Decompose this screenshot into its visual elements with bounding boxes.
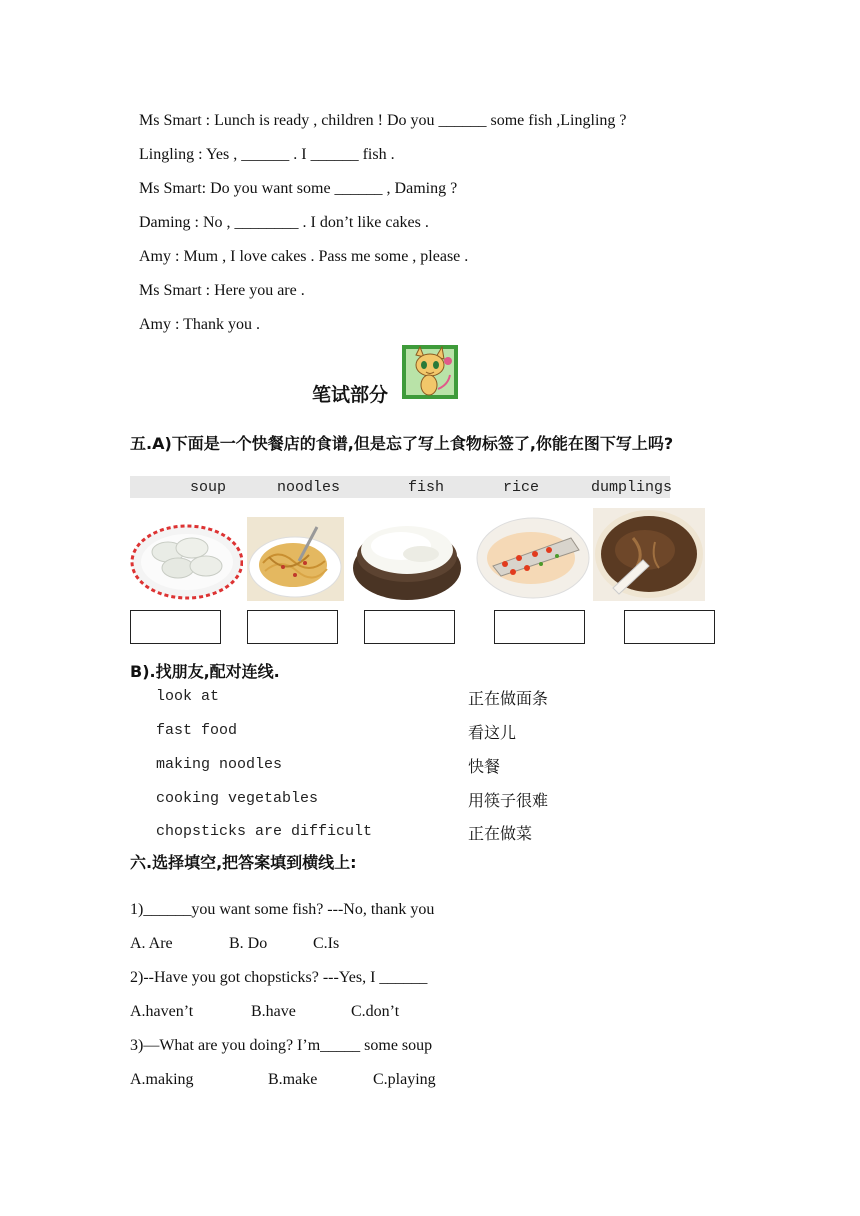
- answer-box[interactable]: [364, 610, 455, 644]
- option-c: C.don’t: [351, 1003, 400, 1020]
- food-image-rice: [351, 508, 463, 601]
- word-bank: [130, 476, 673, 498]
- option-b: B.make: [268, 1071, 318, 1088]
- option-b: B.have: [251, 1003, 296, 1020]
- word-bank-item: noodles: [277, 479, 341, 496]
- food-image-fish: [475, 510, 592, 601]
- option-a: A.making: [130, 1071, 194, 1088]
- answer-box[interactable]: [624, 610, 715, 644]
- match-right-item: 正在做菜: [468, 824, 533, 843]
- option-a: A.haven’t: [130, 1003, 194, 1020]
- written-section-title: 笔试部分: [312, 384, 389, 406]
- answer-box[interactable]: [130, 610, 221, 644]
- word-bank-item: dumplings: [591, 479, 673, 496]
- word-bank-item: soup: [190, 479, 227, 496]
- answer-box[interactable]: [494, 610, 585, 644]
- dialogue-line: Ms Smart : Here you are .: [139, 282, 305, 299]
- food-image-dumplings: [130, 510, 243, 602]
- dialogue-line: Amy : Thank you .: [139, 316, 261, 333]
- option-a: A. Are: [130, 935, 173, 952]
- match-left-item: fast food: [156, 722, 238, 739]
- match-left-item: chopsticks are difficult: [156, 823, 373, 840]
- match-right-item: 快餐: [468, 757, 501, 776]
- option-c: C.Is: [313, 935, 340, 952]
- match-left-item: look at: [156, 688, 220, 705]
- answer-box[interactable]: [247, 610, 338, 644]
- match-right-item: 正在做面条: [468, 689, 549, 708]
- dialogue-line: Amy : Mum , I love cakes . Pass me some , please .: [139, 248, 469, 265]
- word-bank-item: fish: [408, 479, 445, 496]
- section6-title: 六.选择填空,把答案填到横线上:: [130, 853, 357, 872]
- food-image-noodles: [247, 517, 344, 601]
- option-b: B. Do: [229, 935, 268, 952]
- question: 1)______you want some fish? ---No, thank you: [130, 901, 435, 918]
- dialogue-line: Ms Smart: Do you want some ______ , Daming ?: [139, 180, 458, 197]
- option-c: C.playing: [373, 1071, 436, 1088]
- dialogue-line: Daming : No , ________ . I don’t like cakes .: [139, 214, 429, 231]
- match-right-item: 看这儿: [468, 723, 517, 742]
- word-bank-item: rice: [503, 479, 540, 496]
- section5-title: 五.A)下面是一个快餐店的食谱,但是忘了写上食物标签了,你能在图下写上吗?: [130, 434, 674, 453]
- cat-cartoon-icon: [402, 345, 458, 399]
- dialogue-line: Ms Smart : Lunch is ready , children ! Do you ______ some fish ,Lingling ?: [139, 112, 627, 129]
- dialogue-line: Lingling : Yes , ______ . I ______ fish .: [139, 146, 395, 163]
- match-left-item: making noodles: [156, 756, 283, 773]
- food-image-soup: [593, 508, 705, 601]
- match-right-item: 用筷子很难: [468, 791, 549, 810]
- question: 2)--Have you got chopsticks? ---Yes, I ______: [130, 969, 428, 986]
- question: 3)—What are you doing? I’m_____ some soup: [130, 1037, 433, 1054]
- match-left-item: cooking vegetables: [156, 790, 319, 807]
- sectionB-title: B).找朋友,配对连线.: [130, 662, 280, 681]
